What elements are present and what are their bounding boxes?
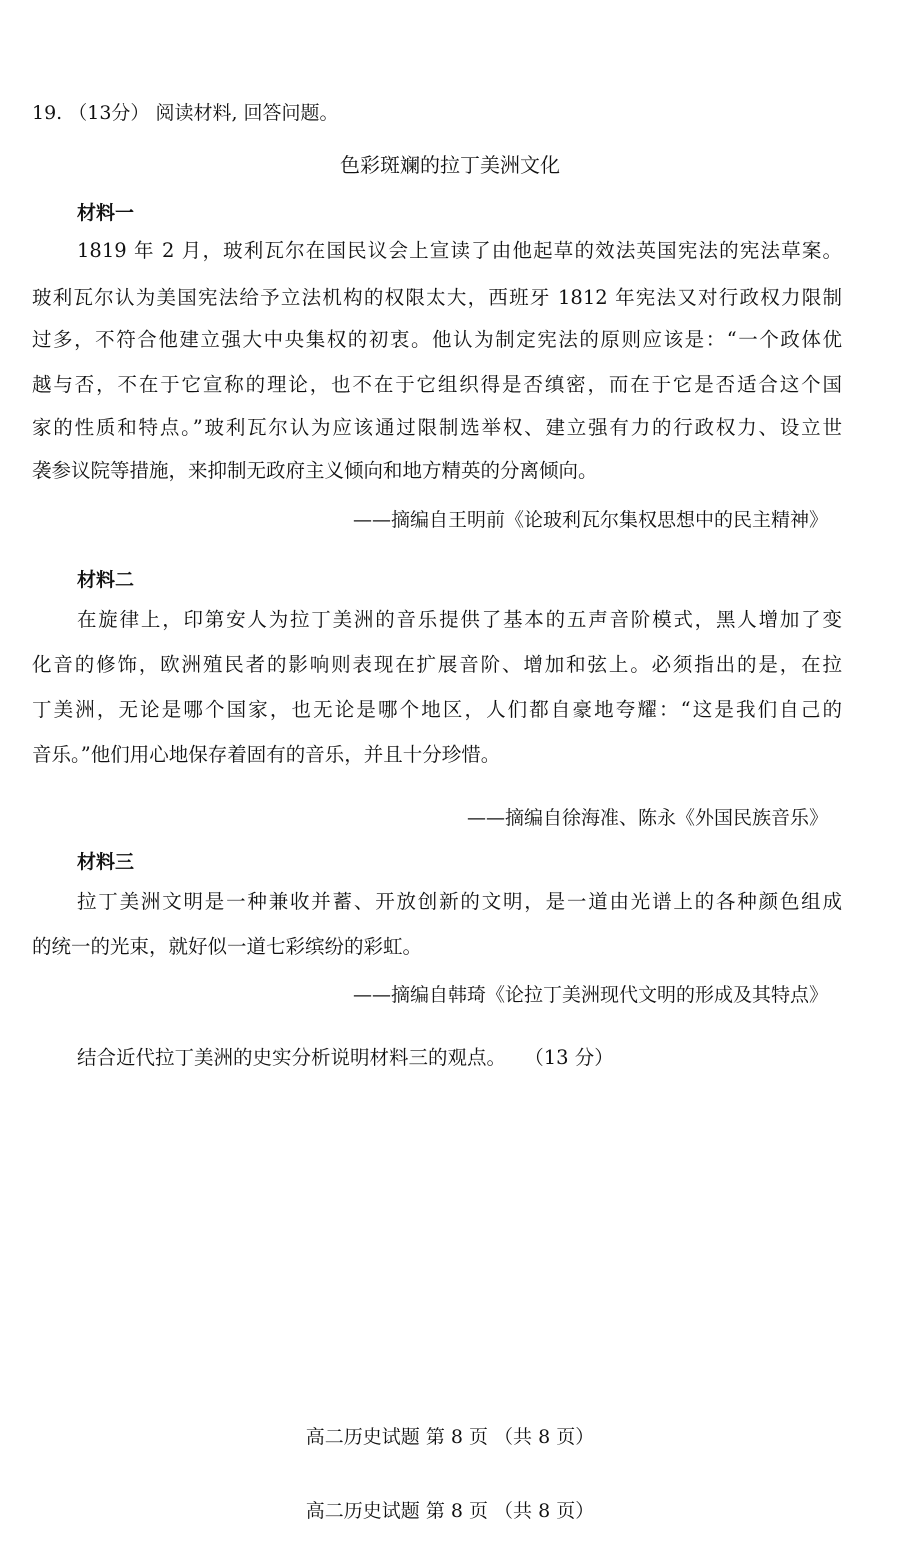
- document-title: 色彩斑斓的拉丁美洲文化: [340, 153, 560, 177]
- material1-line-3: 过多，不符合他建立强大中央集权的初衷。他认为制定宪法的原则应该是：“一个政体优: [32, 328, 842, 351]
- material2-source: ——摘编自徐海准、陈永《外国民族音乐》: [466, 807, 828, 829]
- material3-line-1: 拉丁美洲文明是一种兼收并蓄、开放创新的文明，是一道由光谱上的各种颜色组成: [77, 890, 842, 913]
- question-header: 19. （13分） 阅读材料, 回答问题。: [32, 102, 339, 124]
- material1-line-6: 袭参议院等措施，来抑制无政府主义倾向和地方精英的分离倾向。: [32, 459, 598, 482]
- question-score: （13 分）: [534, 1046, 614, 1069]
- material2-line-3: 丁美洲，无论是哪个国家，也无论是哪个地区，人们都自豪地夸耀：“这是我们自己的: [32, 698, 842, 721]
- page-footer-2: 高二历史试题 第 8 页 （共 8 页）: [305, 1500, 595, 1522]
- material1-line-1: 1819 年 2 月，玻利瓦尔在国民议会上宣读了由他起草的效法英国宪法的宪法草案。: [77, 239, 842, 262]
- material1-label: 材料一: [77, 202, 135, 224]
- material1-line-2: 玻利瓦尔认为美国宪法给予立法机构的权限太大，西班牙 1812 年宪法又对行政权力限制: [32, 286, 842, 309]
- question-prompt-text: 结合近代拉丁美洲的史实分析说明材料三的观点。: [77, 1046, 507, 1069]
- material2-label: 材料二: [77, 569, 135, 591]
- question-prompt: [77, 1042, 614, 1070]
- material1-line-4: 越与否，不在于它宣称的理论，也不在于它组织得是否缜密，而在于它是否适合这个国: [32, 373, 842, 396]
- material2-line-2: 化音的修饰，欧洲殖民者的影响则表现在扩展音阶、增加和弦上。必须指出的是，在拉: [32, 653, 842, 676]
- material2-line-4: 音乐。”他们用心地保存着固有的音乐，并且十分珍惜。: [32, 743, 501, 766]
- material1-source: ——摘编自王明前《论玻利瓦尔集权思想中的民主精神》: [352, 509, 828, 531]
- material3-source: ——摘编自韩琦《论拉丁美洲现代文明的形成及其特点》: [352, 984, 828, 1006]
- page-footer-1: 高二历史试题 第 8 页 （共 8 页）: [305, 1426, 595, 1448]
- material2-line-1: 在旋律上，印第安人为拉丁美洲的音乐提供了基本的五声音阶模式，黑人增加了变: [77, 608, 842, 631]
- material3-line-2: 的统一的光束，就好似一道七彩缤纷的彩虹。: [32, 935, 423, 958]
- material1-line-5: 家的性质和特点。”玻利瓦尔认为应该通过限制选举权、建立强有力的行政权力、设立世: [32, 416, 842, 439]
- material3-label: 材料三: [77, 851, 135, 873]
